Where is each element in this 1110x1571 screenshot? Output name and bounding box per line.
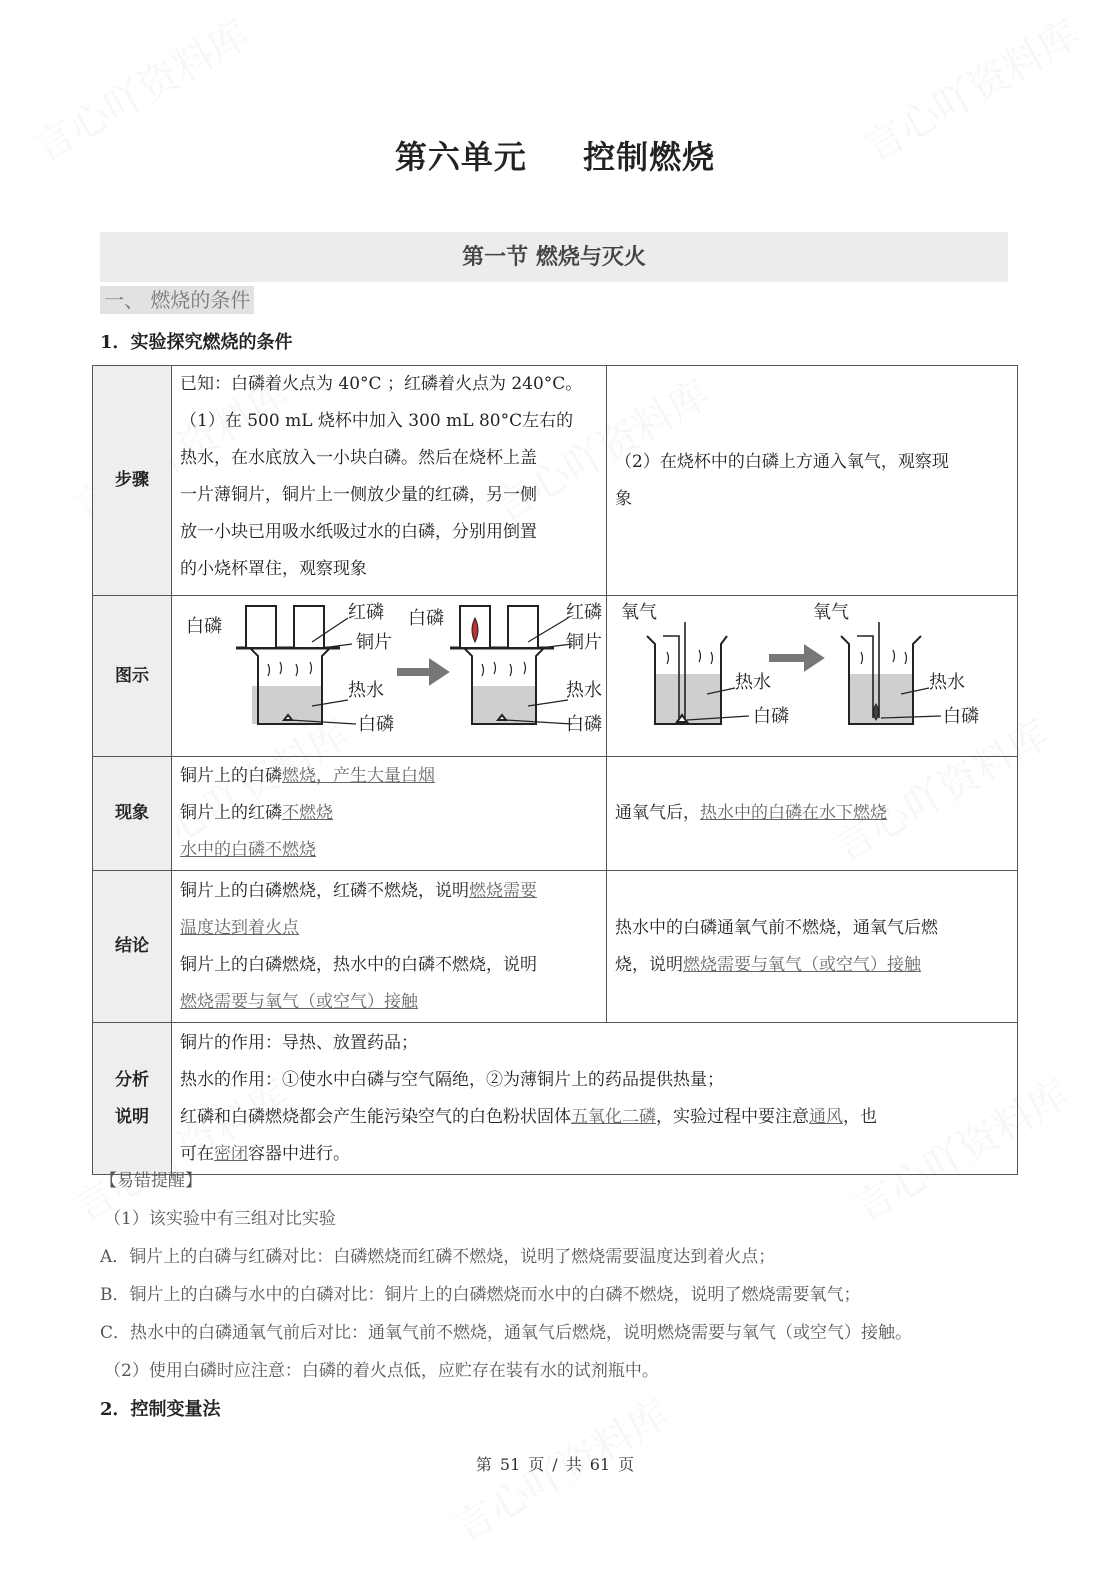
answer-blank: 水中的白磷不燃烧 xyxy=(180,840,316,860)
row-steps xyxy=(93,366,1018,596)
steps-line: 放一小块已用吸水纸吸过水的白磷，分别用倒置 xyxy=(180,522,537,542)
conclusion-line: 烧，说明燃烧需要与氧气（或空气）接触 xyxy=(615,954,921,975)
phenomenon-left xyxy=(172,757,607,871)
steps-line: 一片薄铜片，铜片上一侧放少量的红磷，另一侧 xyxy=(180,485,537,505)
label-hot-water: 热水 xyxy=(735,672,771,693)
label-white-phosphorus: 白磷 xyxy=(566,714,602,735)
answer-blank: 通风 xyxy=(809,1106,843,1127)
row-phenomenon xyxy=(93,757,1018,871)
section-title: 第一节 燃烧与灭火 xyxy=(100,232,1008,282)
analysis-line: 铜片的作用：导热、放置药品； xyxy=(180,1032,418,1053)
answer-blank: 燃烧，产生大量白烟 xyxy=(282,766,435,786)
answer-blank: 燃烧需要与氧气（或空气）接触 xyxy=(180,991,418,1012)
label-red-phosphorus: 红磷 xyxy=(566,602,602,623)
conclusion-left xyxy=(172,871,607,1023)
tip-line: （1）该实验中有三组对比实验 xyxy=(104,1209,336,1229)
unit-number: 第六单元 xyxy=(394,138,527,176)
label-white-phosphorus: 白磷 xyxy=(358,714,394,735)
heading-control-variable: 2．控制变量法 xyxy=(100,1399,221,1420)
label-red-phosphorus: 红磷 xyxy=(348,602,384,623)
figure-left xyxy=(172,596,607,757)
label-oxygen: 氧气 xyxy=(813,602,849,623)
row-analysis xyxy=(93,1023,1018,1175)
label-hot-water: 热水 xyxy=(566,680,602,701)
conclusion-line: 热水中的白磷通氧气前不燃烧，通氧气后燃 xyxy=(615,917,938,938)
steps-line: 热水，在水底放入一小块白磷。然后在烧杯上盖 xyxy=(180,448,537,468)
header-phenomenon: 现象 xyxy=(93,757,172,871)
label-hot-water: 热水 xyxy=(348,680,384,701)
label-white-phosphorus: 白磷 xyxy=(408,608,444,629)
steps-line: 已知：白磷着火点为 40°C ；红磷着火点为 240°C。 xyxy=(180,374,583,394)
heading-experiment: 1．实验探究燃烧的条件 xyxy=(100,332,293,353)
steps-line: 象 xyxy=(615,488,632,509)
answer-blank: 不燃烧 xyxy=(282,803,333,823)
analysis-content xyxy=(172,1023,1018,1175)
conclusion-line xyxy=(180,984,598,1021)
answer-blank: 五氧化二磷 xyxy=(571,1106,656,1127)
experiment-table xyxy=(92,365,1018,1175)
tip-line: C．热水中的白磷通氧气前后对比：通氧气前不燃烧，通氧气后燃烧，说明燃烧需要与氧气（或空气）接触。 xyxy=(100,1323,913,1343)
header-analysis: 分析 说明 xyxy=(93,1023,172,1175)
tips-title: 【易错提醒】 xyxy=(100,1171,202,1191)
oxygen-diagram xyxy=(607,596,1001,742)
answer-blank: 燃烧需要与氧气（或空气）接触 xyxy=(683,954,921,975)
label-white-phosphorus: 白磷 xyxy=(943,706,979,727)
label-white-phosphorus: 白磷 xyxy=(186,616,222,637)
header-steps: 步骤 xyxy=(93,366,172,596)
answer-blank: 密闭 xyxy=(214,1143,248,1164)
row-figure xyxy=(93,596,1018,757)
label-white-phosphorus: 白磷 xyxy=(753,706,789,727)
total-pages: 61 xyxy=(589,1455,611,1474)
conclusion-line: 铜片上的白磷燃烧，红磷不燃烧，说明燃烧需要 xyxy=(180,880,537,901)
page-title xyxy=(0,132,1110,178)
unit-title: 控制燃烧 xyxy=(583,138,716,176)
answer-blank: 燃烧需要 xyxy=(469,880,537,901)
steps-line: （1）在 500 mL 烧杯中加入 300 mL 80°C左右的 xyxy=(180,411,574,431)
row-conclusion xyxy=(93,871,1018,1023)
subsection-heading: 一、 燃烧的条件 xyxy=(100,286,254,314)
analysis-line: 热水的作用：①使水中白磷与空气隔绝，②为薄铜片上的药品提供热量； xyxy=(180,1069,724,1090)
tip-line: B．铜片上的白磷与水中的白磷对比：铜片上的白磷燃烧而水中的白磷不燃烧，说明了燃烧需要氧气； xyxy=(100,1285,861,1305)
conclusion-line: 铜片上的白磷燃烧，热水中的白磷不燃烧，说明 xyxy=(180,954,537,975)
tip-line: A．铜片上的白磷与红磷对比：白磷燃烧而红磷不燃烧，说明了燃烧需要温度达到着火点； xyxy=(100,1247,776,1267)
phenomenon-line: 铜片上的白磷燃烧，产生大量白烟 xyxy=(180,766,435,786)
header-conclusion: 结论 xyxy=(93,871,172,1023)
conclusion-line xyxy=(180,910,598,947)
page-footer: 第 51 页 / 共 61 页 xyxy=(475,1455,635,1474)
answer-blank: 热水中的白磷在水下燃烧 xyxy=(700,803,887,823)
label-oxygen: 氧气 xyxy=(621,602,657,623)
conclusion-right xyxy=(607,871,1018,1023)
figure-right xyxy=(607,596,1018,757)
phenomenon-line xyxy=(180,832,598,869)
analysis-line: 可在密闭容器中进行。 xyxy=(180,1143,350,1164)
analysis-line: 红磷和白磷燃烧都会产生能污染空气的白色粉状固体五氧化二磷，实验过程中要注意通风，也 xyxy=(180,1106,877,1127)
steps-right xyxy=(607,366,1018,596)
header-figure: 图示 xyxy=(93,596,172,757)
label-copper-plate: 铜片 xyxy=(566,632,602,653)
steps-line: （2）在烧杯中的白磷上方通入氧气，观察现 xyxy=(615,451,949,472)
label-copper-plate: 铜片 xyxy=(356,632,392,653)
steps-line: 的小烧杯罩住，观察现象 xyxy=(180,559,367,579)
tip-line: （2）使用白磷时应注意：白磷的着火点低，应贮存在装有水的试剂瓶中。 xyxy=(104,1361,659,1381)
label-hot-water: 热水 xyxy=(929,672,965,693)
phenomenon-line: 铜片上的红磷不燃烧 xyxy=(180,803,333,823)
copper-plate-diagram xyxy=(172,596,604,742)
steps-left xyxy=(172,366,607,596)
answer-blank: 温度达到着火点 xyxy=(180,917,299,938)
current-page: 51 xyxy=(499,1455,521,1474)
phenomenon-right: 通氧气后，热水中的白磷在水下燃烧 xyxy=(607,757,1018,871)
